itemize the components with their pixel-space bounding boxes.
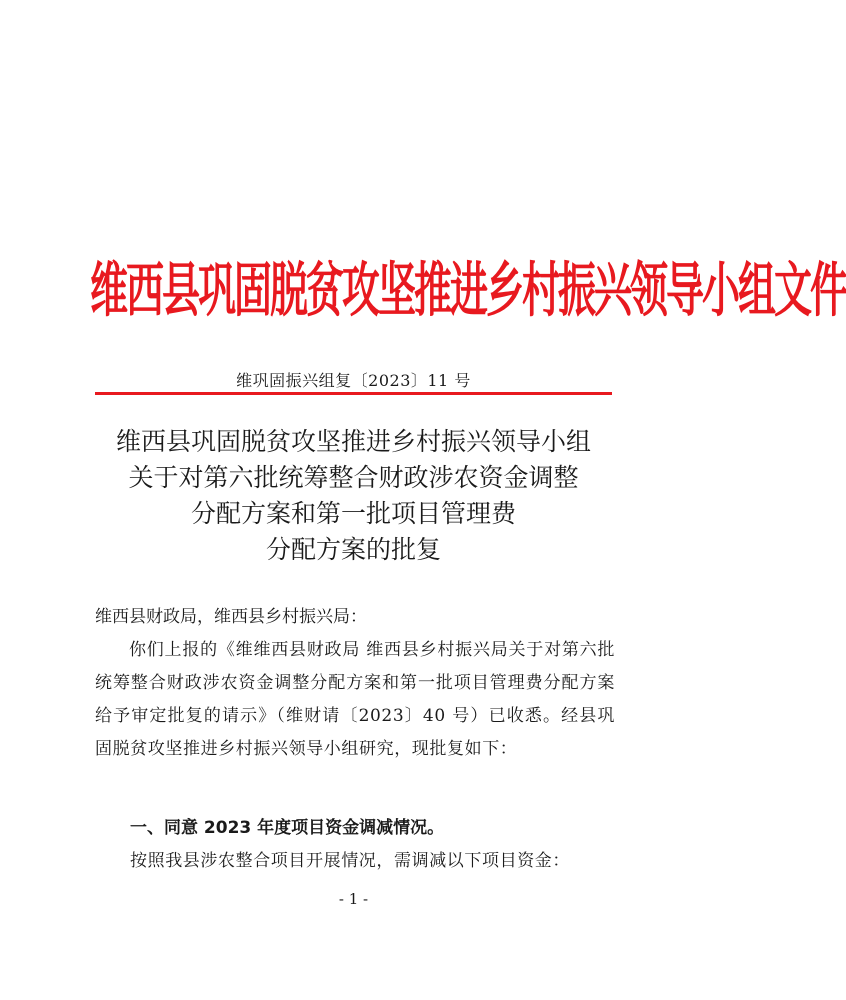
section-heading: 一、同意 2023 年度项目资金调减情况。 xyxy=(130,818,445,838)
body-paragraph: 你们上报的《维维西县财政局 维西县乡村振兴局关于对第六批统筹整合财政涉农资金调整分配方案和第一批项目管理费分配方案给予审定批复的请示》（维财请〔2023〕40 号）已收悉。经县巩固脱贫攻坚推进乡村振兴领导小组研究，现批复如下： xyxy=(95,640,615,759)
section-paragraph: 按照我县涉农整合项目开展情况，需调减以下项目资金： xyxy=(130,851,570,871)
title-line: 维西县巩固脱贫攻坚推进乡村振兴领导小组 xyxy=(115,427,591,456)
recipient-line: 维西县财政局，维西县乡村振兴局： xyxy=(95,607,367,627)
issuer-title: 维西县巩固脱贫攻坚推进乡村振兴领导小组文件 xyxy=(90,256,846,325)
page-number: - 1 - xyxy=(338,890,369,908)
title-line: 分配方案和第一批项目管理费 xyxy=(190,499,516,528)
title-line: 关于对第六批统筹整合财政涉农资金调整 xyxy=(128,463,579,492)
title-line: 分配方案的批复 xyxy=(265,535,441,564)
document-number: 维巩固振兴组复〔2023〕11 号 xyxy=(236,371,471,390)
red-divider-line xyxy=(95,392,612,395)
document-title xyxy=(0,424,707,568)
